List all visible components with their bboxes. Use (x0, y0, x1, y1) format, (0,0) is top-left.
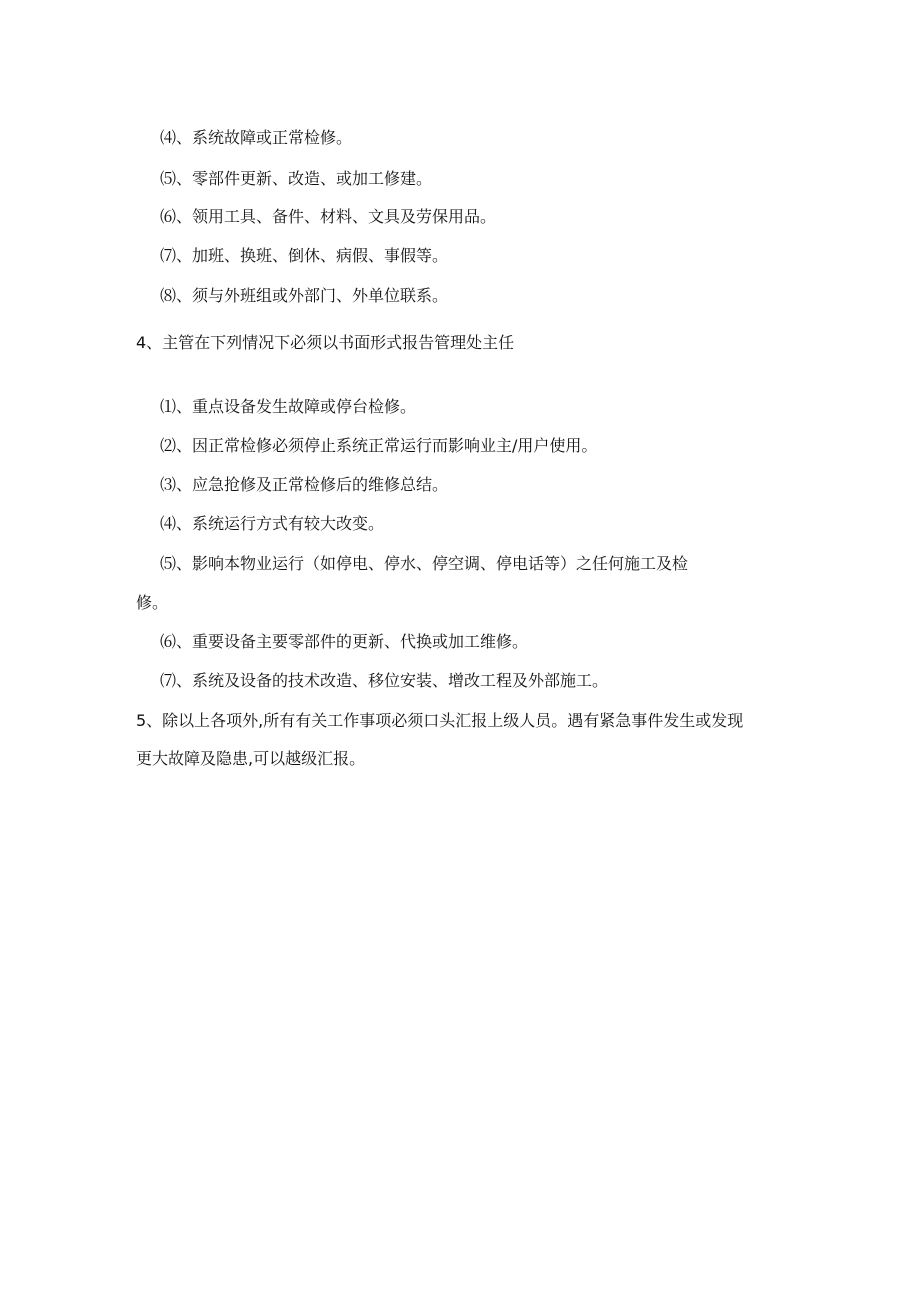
section4-item-2: ⑵、因正常检修必须停止系统正常运行而影响业主/用户使用。 (160, 436, 598, 455)
section3-item-4: ⑷、系统故障或正常检修。 (160, 128, 353, 147)
section4-item-7: ⑺、系统及设备的技术改造、移位安装、增改工程及外部施工。 (160, 671, 609, 690)
section4-item-4: ⑷、系统运行方式有较大改变。 (160, 514, 385, 533)
section3-item-8: ⑻、须与外班组或外部门、外单位联系。 (160, 286, 449, 305)
section4-item-3: ⑶、应急抢修及正常检修后的维修总结。 (160, 475, 449, 494)
section3-item-5: ⑸、零部件更新、改造、或加工修建。 (160, 169, 433, 188)
section4-item-5: ⑸、影响本物业运行（如停电、停水、停空调、停电话等）之任何施工及检 (160, 554, 689, 573)
section4-item-5-continuation: 修。 (136, 593, 169, 612)
section5-line-2: 更大故障及隐患,可以越级汇报。 (136, 749, 366, 768)
section5-line-1: 5、除以上各项外,所有有关工作事项必须口头汇报上级人员。遇有紧急事件发生或发现 (136, 711, 744, 730)
section3-item-7: ⑺、加班、换班、倒休、病假、事假等。 (160, 246, 449, 265)
section4-heading: 4、主管在下列情况下必须以书面形式报告管理处主任 (136, 333, 515, 352)
section4-item-1: ⑴、重点设备发生故障或停台检修。 (160, 397, 417, 416)
section3-item-6: ⑹、领用工具、备件、材料、文具及劳保用品。 (160, 207, 497, 226)
section4-item-6: ⑹、重要设备主要零部件的更新、代换或加工维修。 (160, 632, 529, 651)
